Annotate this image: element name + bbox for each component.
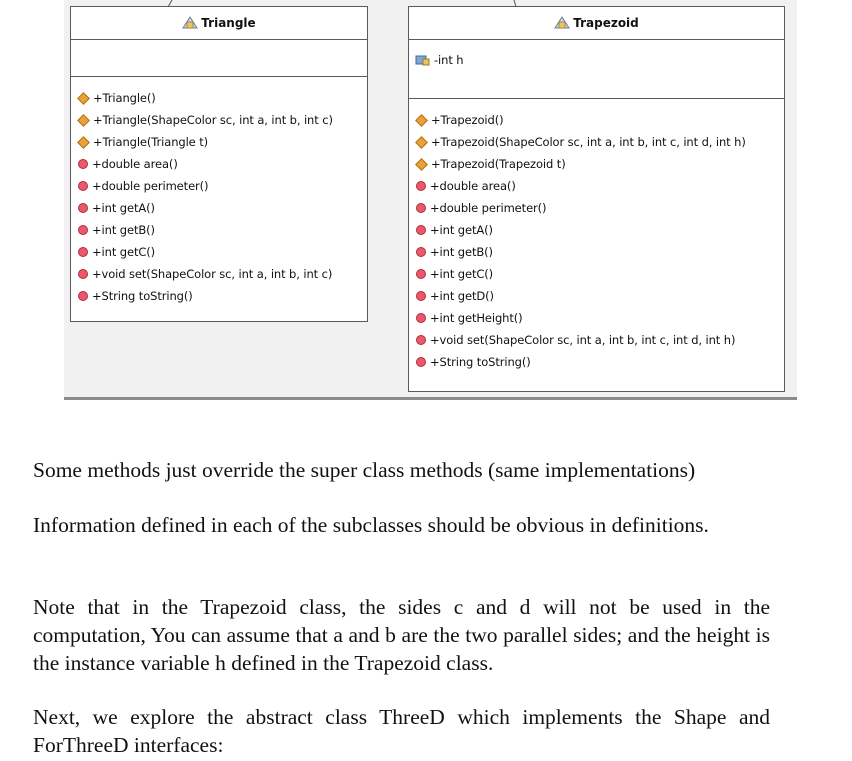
triangle-class-box[interactable] xyxy=(70,6,368,322)
triangle-class-name: Triangle xyxy=(201,16,256,30)
member-signature: +int getA() xyxy=(92,201,155,215)
class-icon xyxy=(182,16,198,30)
uml-member[interactable] xyxy=(415,329,784,351)
uml-member[interactable] xyxy=(77,197,367,219)
member-signature: +int getB() xyxy=(430,245,493,259)
method-icon xyxy=(416,181,426,191)
uml-member[interactable] xyxy=(415,307,784,329)
member-signature: +String toString() xyxy=(92,289,193,303)
uml-member[interactable] xyxy=(415,241,784,263)
member-signature: +void set(ShapeColor sc, int a, int b, int c, int d, int h) xyxy=(430,333,736,347)
uml-member[interactable] xyxy=(415,263,784,285)
member-signature: +int getC() xyxy=(430,267,494,281)
method-icon xyxy=(78,291,88,301)
method-icon xyxy=(416,247,426,257)
member-signature: -int h xyxy=(434,53,464,67)
uml-member[interactable] xyxy=(415,285,784,307)
uml-member[interactable] xyxy=(415,109,784,131)
constructor-icon xyxy=(415,158,428,171)
member-signature: +Trapezoid() xyxy=(431,113,504,127)
class-icon xyxy=(554,16,570,30)
member-signature: +Trapezoid(Trapezoid t) xyxy=(431,157,566,171)
uml-member[interactable] xyxy=(77,109,367,131)
trapezoid-class-title xyxy=(409,7,784,40)
uml-member[interactable] xyxy=(77,131,367,153)
trapezoid-class-box[interactable] xyxy=(408,6,785,392)
uml-member[interactable] xyxy=(77,285,367,307)
member-signature: +int getB() xyxy=(92,223,155,237)
method-icon xyxy=(416,313,426,323)
member-signature: +void set(ShapeColor sc, int a, int b, int c) xyxy=(92,267,333,281)
method-icon xyxy=(78,225,88,235)
uml-member[interactable] xyxy=(77,263,367,285)
trapezoid-methods-compartment xyxy=(409,99,784,373)
paragraph-trapezoid-note: Note that in the Trapezoid class, the sides c and d will not be used in the computation, You can assume that a and b are the two parallel sides; and the height is the instance variable h defined in the Trapezoid class. xyxy=(33,595,770,675)
constructor-icon xyxy=(77,92,90,105)
constructor-icon xyxy=(77,114,90,127)
uml-member[interactable] xyxy=(77,175,367,197)
uml-member[interactable] xyxy=(415,197,784,219)
constructor-icon xyxy=(415,136,428,149)
uml-member[interactable] xyxy=(415,219,784,241)
trapezoid-class-name: Trapezoid xyxy=(573,16,639,30)
method-icon xyxy=(78,159,88,169)
trapezoid-fields-compartment xyxy=(409,40,784,99)
paragraph-subclass-info: Information defined in each of the subclasses should be obvious in definitions. xyxy=(33,513,709,537)
uml-member[interactable] xyxy=(77,241,367,263)
method-icon xyxy=(78,247,88,257)
triangle-class-title xyxy=(71,7,367,40)
field-icon xyxy=(415,54,431,66)
member-signature: +Triangle() xyxy=(93,91,156,105)
constructor-icon xyxy=(77,136,90,149)
method-icon xyxy=(78,181,88,191)
triangle-fields-compartment xyxy=(71,40,367,77)
method-icon xyxy=(416,225,426,235)
member-signature: +Triangle(Triangle t) xyxy=(93,135,209,149)
method-icon xyxy=(416,269,426,279)
constructor-icon xyxy=(415,114,428,127)
member-signature: +String toString() xyxy=(430,355,531,369)
method-icon xyxy=(78,203,88,213)
uml-member[interactable] xyxy=(77,219,367,241)
triangle-methods-compartment xyxy=(71,77,367,307)
method-icon xyxy=(416,203,426,213)
member-signature: +double area() xyxy=(430,179,516,193)
member-signature: +int getD() xyxy=(430,289,494,303)
uml-member[interactable] xyxy=(415,175,784,197)
method-icon xyxy=(416,357,426,367)
uml-member[interactable] xyxy=(415,131,784,153)
method-icon xyxy=(416,291,426,301)
uml-member[interactable] xyxy=(77,87,367,109)
uml-member[interactable] xyxy=(415,49,784,71)
uml-member[interactable] xyxy=(415,153,784,175)
member-signature: +int getC() xyxy=(92,245,156,259)
member-signature: +int getHeight() xyxy=(430,311,523,325)
member-signature: +double area() xyxy=(92,157,178,171)
method-icon xyxy=(416,335,426,345)
member-signature: +Trapezoid(ShapeColor sc, int a, int b, int c, int d, int h) xyxy=(431,135,746,149)
member-signature: +double perimeter() xyxy=(430,201,547,215)
member-signature: +int getA() xyxy=(430,223,493,237)
member-signature: +Triangle(ShapeColor sc, int a, int b, int c) xyxy=(93,113,333,127)
member-signature: +double perimeter() xyxy=(92,179,209,193)
uml-member[interactable] xyxy=(415,351,784,373)
method-icon xyxy=(78,269,88,279)
uml-member[interactable] xyxy=(77,153,367,175)
paragraph-override-note: Some methods just override the super class methods (same implementations) xyxy=(33,458,696,482)
paragraph-threed-intro: Next, we explore the abstract class ThreeD which implements the Shape and ForThreeD interfaces: xyxy=(33,705,770,757)
